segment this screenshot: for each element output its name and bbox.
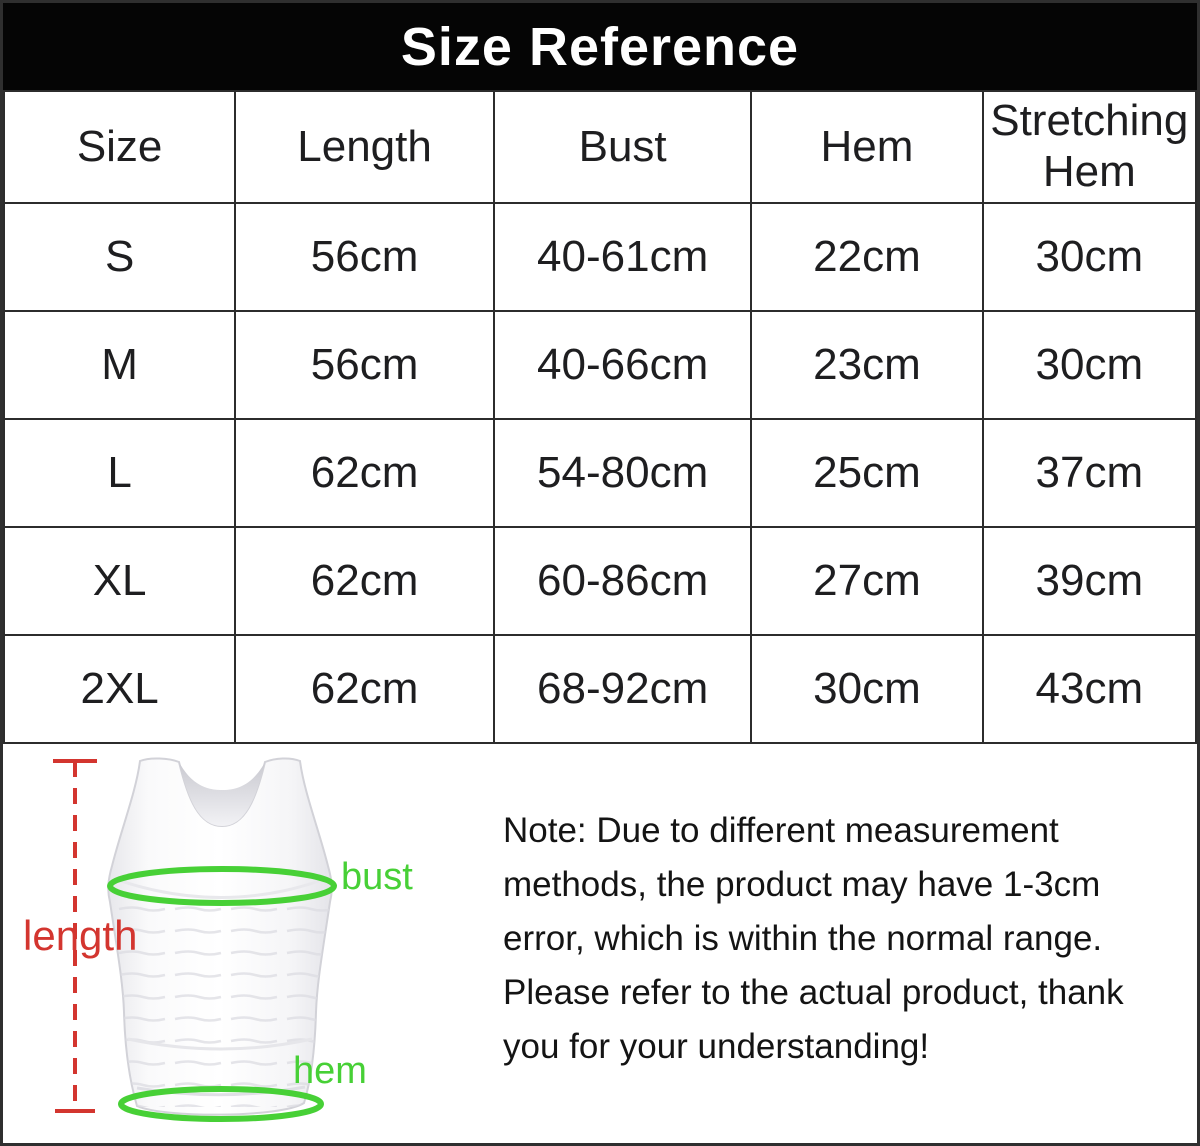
column-header-stretching-hem: Stretching Hem	[983, 91, 1196, 203]
cell-stretching-hem: 43cm	[983, 635, 1196, 743]
cell-bust: 40-61cm	[494, 203, 751, 311]
cell-hem: 22cm	[751, 203, 982, 311]
table-row-l	[4, 419, 1196, 527]
cell-length: 56cm	[235, 203, 494, 311]
size-table	[3, 90, 1197, 744]
cell-length: 62cm	[235, 635, 494, 743]
header-row	[4, 91, 1196, 203]
title-bar	[3, 3, 1197, 90]
measurement-diagram	[3, 744, 483, 1145]
hem-label: hem	[293, 1050, 367, 1092]
cell-size: 2XL	[4, 635, 235, 743]
cell-bust: 68-92cm	[494, 635, 751, 743]
note-text: Note: Due to different measurement methods, the product may have 1-3cm error, which is within the normal range. Please refer to the actual product, thank you for your understanding!	[503, 811, 1124, 1066]
table-row-xl	[4, 527, 1196, 635]
column-header-hem: Hem	[751, 91, 982, 203]
table-row-2xl	[4, 635, 1196, 743]
cell-stretching-hem: 30cm	[983, 203, 1196, 311]
bottom-panel	[3, 744, 1197, 1145]
column-header-size: Size	[4, 91, 235, 203]
page-title: Size Reference	[400, 16, 800, 77]
table-row-m	[4, 311, 1196, 419]
cell-stretching-hem: 30cm	[983, 311, 1196, 419]
length-label: length	[23, 912, 138, 959]
cell-size: L	[4, 419, 235, 527]
cell-size: M	[4, 311, 235, 419]
cell-size: XL	[4, 527, 235, 635]
cell-bust: 40-66cm	[494, 311, 751, 419]
cell-bust: 60-86cm	[494, 527, 751, 635]
note-area	[483, 744, 1197, 1145]
column-header-length: Length	[235, 91, 494, 203]
cell-hem: 23cm	[751, 311, 982, 419]
cell-length: 56cm	[235, 311, 494, 419]
cell-length: 62cm	[235, 527, 494, 635]
cell-hem: 27cm	[751, 527, 982, 635]
cell-stretching-hem: 39cm	[983, 527, 1196, 635]
cell-length: 62cm	[235, 419, 494, 527]
cell-stretching-hem: 37cm	[983, 419, 1196, 527]
bust-label: bust	[341, 856, 413, 898]
cell-bust: 54-80cm	[494, 419, 751, 527]
cell-size: S	[4, 203, 235, 311]
column-header-bust: Bust	[494, 91, 751, 203]
cell-hem: 30cm	[751, 635, 982, 743]
cell-hem: 25cm	[751, 419, 982, 527]
table-row-s	[4, 203, 1196, 311]
